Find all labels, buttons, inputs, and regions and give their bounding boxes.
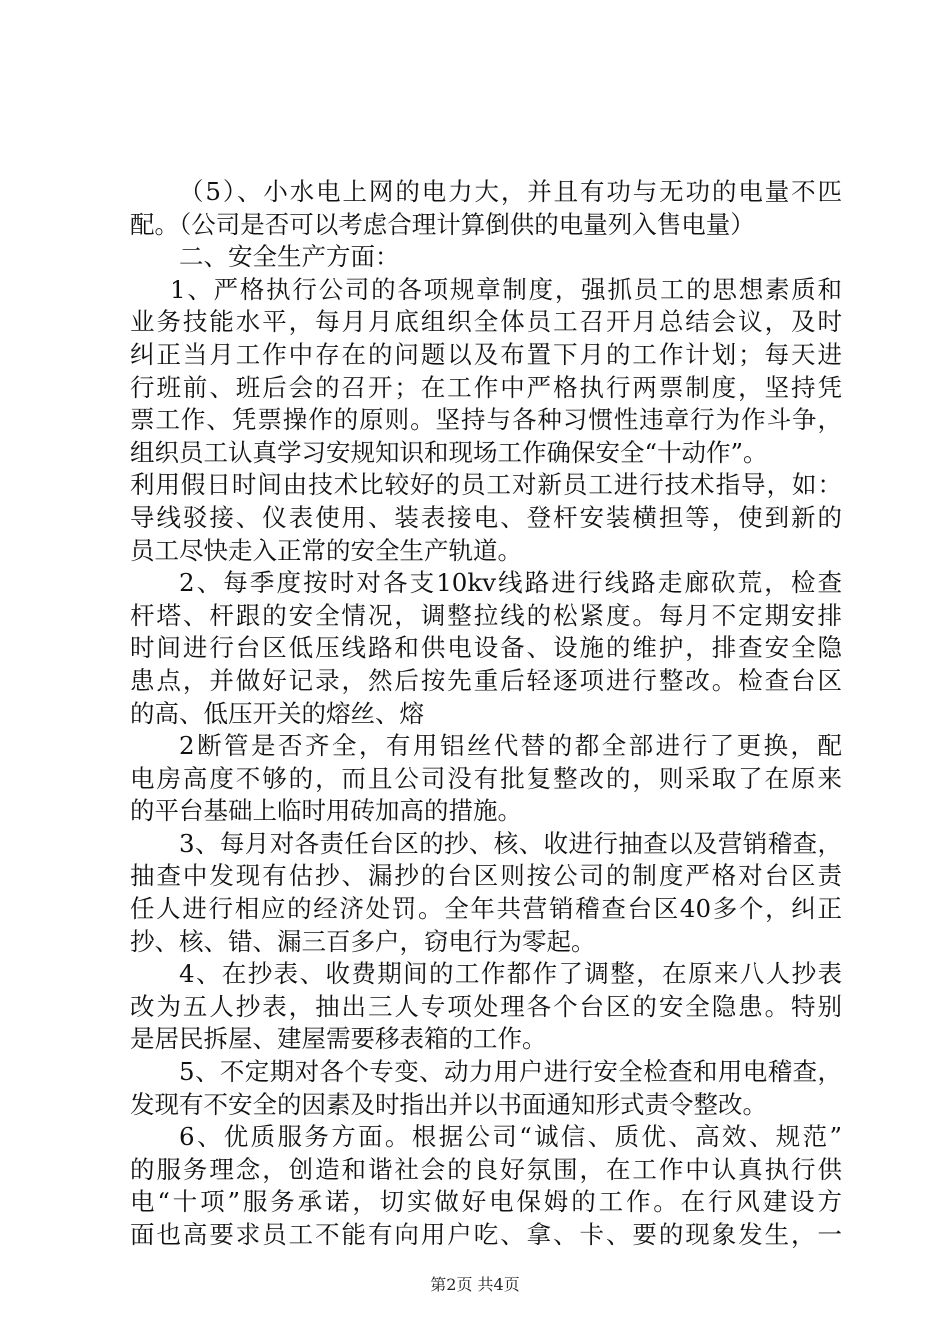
document-body [130,176,842,1252]
paragraph-line: 3、每月对各责任台区的抄、核、收进行抽查以及营销稽查， [179,828,842,858]
paragraph-line: 员工尽快走入正常的安全生产轨道。 [130,535,522,565]
paragraph-line: 的服务理念，创造和谐社会的良好氛围，在工作中认真执行供 [130,1154,842,1184]
paragraph-line: 导线驳接、仪表使用、装表接电、登杆安装横担等，使到新的 [130,502,842,532]
paragraph-line: 电“十项”服务承诺，切实做好电保姆的工作。在行风建设方 [130,1187,842,1217]
section-heading: 二、安全生产方面： [179,242,400,272]
paragraph-line: 票工作、凭票操作的原则。坚持与各种习惯性违章行为作斗争， [130,405,842,435]
paragraph-line: 的平台基础上临时用砖加高的措施。 [130,796,522,826]
paragraph-line: 改为五人抄表，抽出三人专项处理各个台区的安全隐患。特别 [130,991,842,1021]
paragraph-line: 任人进行相应的经济处罚。全年共营销稽查台区40多个，纠正 [130,894,842,924]
paragraph-line: 配。（公司是否可以考虑合理计算倒供的电量列入售电量） [130,209,755,239]
paragraph-line: 面也高要求员工不能有向用户吃、拿、卡、要的现象发生，一 [130,1220,842,1249]
paragraph-line: 1、严格执行公司的各项规章制度，强抓员工的思想素质和 [170,274,842,304]
page-number-footer: 第2页 共4页 [430,1275,520,1294]
paragraph-line: 的高、低压开关的熔丝、熔 [130,698,424,728]
paragraph-line: 纠正当月工作中存在的问题以及布置下月的工作计划；每天进 [130,339,842,369]
paragraph-line: 杆塔、杆跟的安全情况，调整拉线的松紧度。每月不定期安排 [130,600,842,630]
paragraph-line: 业务技能水平，每月月底组织全体员工召开月总结会议，及时 [130,307,842,337]
paragraph-line: 2断管是否齐全，有用铝丝代替的都全部进行了更换，配 [179,731,842,761]
paragraph-line: 是居民拆屋、建屋需要移表箱的工作。 [130,1024,547,1054]
paragraph-line: 6、优质服务方面。根据公司“诚信、质优、高效、规范” [179,1122,842,1152]
paragraph-line: 电房高度不够的，而且公司没有批复整改的，则采取了在原来 [130,763,842,793]
paragraph-line: 组织员工认真学习安规知识和现场工作确保安全“十动作”。 [130,437,768,467]
paragraph-line: 4、在抄表、收费期间的工作都作了调整，在原来八人抄表 [179,959,842,989]
paragraph-line: 患点，并做好记录，然后按先重后轻逐项进行整改。检查台区 [130,665,842,695]
paragraph-line: 抽查中发现有估抄、漏抄的台区则按公司的制度严格对台区责 [130,861,842,891]
paragraph-line: 抄、核、错、漏三百多户，窃电行为零起。 [130,926,596,956]
paragraph-line: 时间进行台区低压线路和供电设备、设施的维护，排查安全隐 [130,633,842,663]
paragraph-line: 2、每季度按时对各支10kv线路进行线路走廊砍荒，检查 [179,568,842,598]
paragraph-line: 行班前、班后会的召开；在工作中严格执行两票制度，坚持凭 [130,372,842,402]
paragraph-line: 发现有不安全的因素及时指出并以书面通知形式责令整改。 [130,1089,767,1119]
paragraph-line: （5）、小水电上网的电力大，并且有功与无功的电量不匹 [179,177,842,206]
paragraph-line: 利用假日时间由技术比较好的员工对新员工进行技术指导，如： [130,470,842,500]
paragraph-line: 5、不定期对各个专变、动力用户进行安全检查和用电稽查， [179,1057,842,1087]
